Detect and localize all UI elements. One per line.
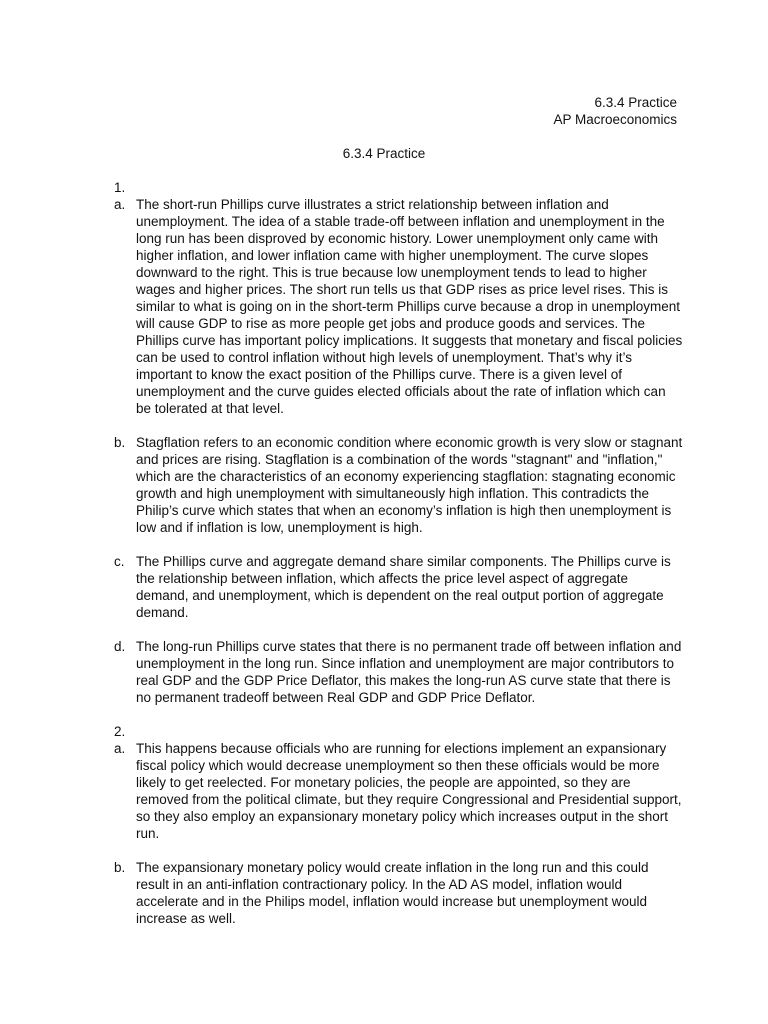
answer-item bbox=[114, 196, 684, 417]
answer-text: The short-run Phillips curve illustrates a strict relationship between inflation and unemployment. The idea of a stable trade-off between inflation and unemployment in the long run has been disproved by economic history. Lower unemployment only came with higher inflation, and lower inflation came with higher unemployment. The curve slopes downward to the right. This is true because low unemployment tends to lead to higher wages and higher prices. The short run tells us that GDP rises as price level rises. This is similar to what is going on in the short-term Phillips curve because a drop in unemployment will cause GDP to rise as more people get jobs and produce goods and services. The Phillips curve has important policy implications. It suggests that monetary and fiscal policies can be used to control inflation without high levels of unemployment. That’s why it’s important to know the exact position of the Phillips curve. There is a given level of unemployment and the curve guides elected officials about the rate of inflation which can be tolerated at that level. bbox=[136, 197, 683, 416]
answer-label: a. bbox=[114, 197, 126, 212]
answer-item bbox=[114, 553, 684, 621]
answer-text: This happens because officials who are running for elections implement an expansionary fiscal policy which would decrease unemployment so then these officials would be more likely to get reelected. For monetary policies, the people are appointed, so they are removed from the political climate, but they require Congressional and Presidential support, so they also employ an expansionary monetary policy which increases output in the short run. bbox=[136, 741, 682, 841]
answer-text: The expansionary monetary policy would create inflation in the long run and this could result in an anti-inflation contractionary policy. In the AD AS model, inflation would accelerate and in the Philips model, inflation would increase but unemployment would increase as well. bbox=[136, 860, 649, 926]
document-body bbox=[114, 179, 684, 927]
answer-label: c. bbox=[114, 554, 125, 569]
answer-label: b. bbox=[114, 435, 126, 450]
answer-text: The long-run Phillips curve states that there is no permanent trade off between inflation and unemployment in the long run. Since inflation and unemployment are major contributors to real GDP and the GDP Price Deflator, this makes the long-run AS curve state that there is no permanent tradeoff between Real GDP and GDP Price Deflator. bbox=[136, 639, 682, 705]
answer-label: b. bbox=[114, 860, 126, 875]
question-number: 2. bbox=[114, 724, 126, 739]
answer-text: The Phillips curve and aggregate demand share similar components. The Phillips curve is the relationship between inflation, which affects the price level aspect of aggregate demand, and unemployment, which is dependent on the real output portion of aggregate demand. bbox=[136, 554, 671, 620]
answer-label: a. bbox=[114, 741, 126, 756]
answer-label: d. bbox=[114, 639, 126, 654]
answer-item bbox=[114, 434, 684, 536]
answer-item bbox=[114, 859, 684, 927]
page-title: 6.3.4 Practice bbox=[342, 146, 426, 161]
answer-item bbox=[114, 638, 684, 706]
answer-text: Stagflation refers to an economic condition where economic growth is very slow or stagnant and prices are rising. Stagflation is a combination of the words "stagnant" and "inflation," which are the characteristics of an economy experiencing stagflation: stagnating economic growth and high unemployment with simultaneously high inflation. This contradicts the Philip’s curve which states that when an economy’s inflation is high then unemployment is low and if inflation is low, unemployment is high. bbox=[136, 435, 683, 535]
answer-item bbox=[114, 740, 684, 842]
header-course-code: 6.3.4 Practice bbox=[594, 95, 677, 110]
header-course-name: AP Macroeconomics bbox=[553, 112, 677, 127]
document-header bbox=[553, 94, 677, 128]
question-number: 1. bbox=[114, 180, 126, 195]
